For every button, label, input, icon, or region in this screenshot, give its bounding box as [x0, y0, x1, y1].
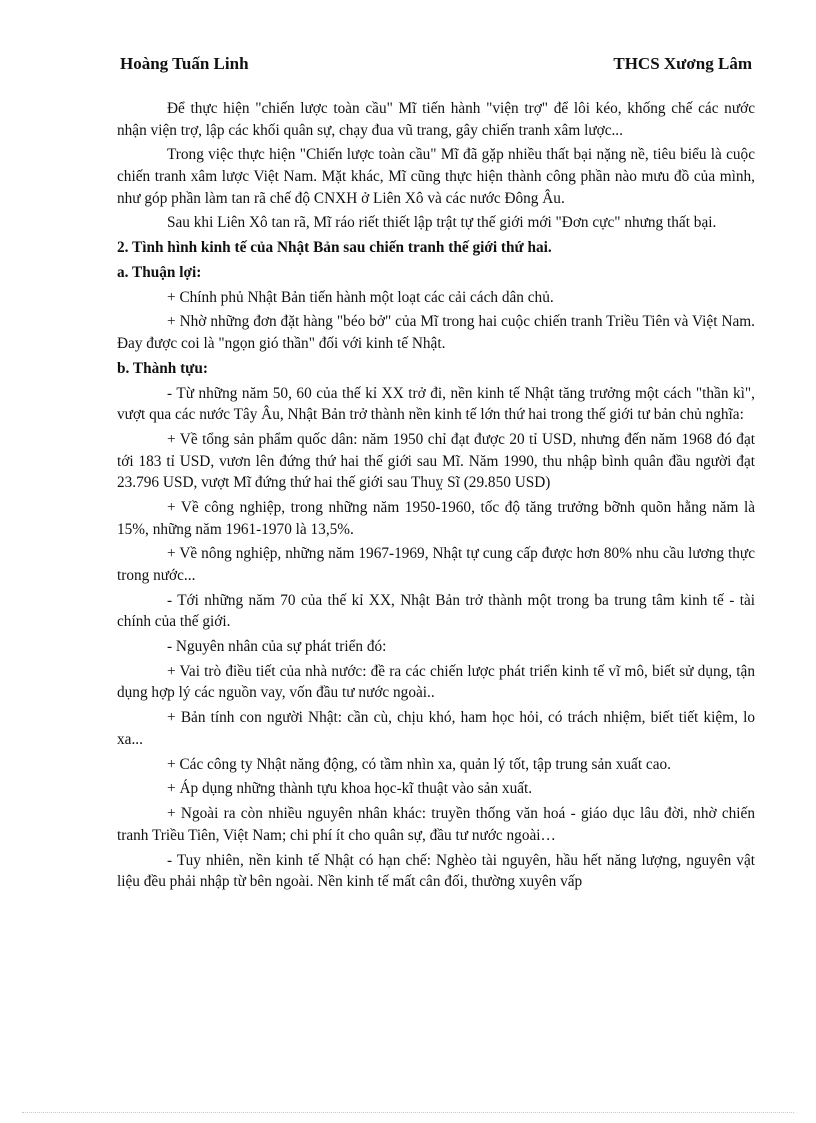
school-name: THCS Xương Lâm: [613, 54, 752, 73]
paragraph: Trong việc thực hiện "Chiến lược toàn cầu" Mĩ đã gặp nhiều thất bại nặng nề, tiêu biểu là cuộc chiến tranh xâm lược Việt Nam. Mặt khác, Mĩ cũng thực hiện thành công phần nào mưu đồ của mình, như góp phần làm tan rã chế độ CNXH ở Liên Xô và các nước Đông Âu.: [117, 146, 755, 207]
paragraph: + Áp dụng những thành tựu khoa học-kĩ thuật vào sản xuất.: [167, 780, 533, 798]
paragraph: - Nguyên nhân của sự phát triển đó:: [167, 638, 387, 656]
paragraph: + Chính phủ Nhật Bản tiến hành một loạt các cải cách dân chủ.: [167, 288, 554, 306]
paragraph: + Các công ty Nhật năng động, có tầm nhìn xa, quản lý tốt, tập trung sản xuất cao.: [167, 755, 671, 773]
paragraph: - Từ những năm 50, 60 của thế kỉ XX trở đi, nền kinh tế Nhật tăng trưởng một cách "thần kì", vượt qua các nước Tây Âu, Nhật Bản trở thành nền kinh tế lớn thứ hai trong thế giới tư bản chủ nghĩa:: [117, 384, 755, 424]
paragraph: + Về nông nghiệp, những năm 1967-1969, Nhật tự cung cấp được hơn 80% nhu cầu lương thực trong nước...: [117, 545, 755, 584]
paragraph: + Vai trò điều tiết của nhà nước: đề ra các chiến lược phát triển kinh tế vĩ mô, biết sử dụng, tận dụng hợp lý các nguồn vay, vốn đầu tư nước ngoài..: [117, 662, 755, 702]
paragraph: + Bản tính con người Nhật: cần cù, chịu khó, ham học hỏi, có trách nhiệm, biết tiết kiệm, lo xa...: [117, 709, 755, 748]
author-name: Hoàng Tuấn Linh: [120, 54, 249, 73]
section-heading: 2. Tình hình kinh tế của Nhật Bản sau chiến tranh thế giới thứ hai.: [117, 239, 552, 257]
paragraph: Để thực hiện "chiến lược toàn cầu" Mĩ tiến hành "viện trợ" để lôi kéo, khống chế các nước nhận viện trợ, lập các khối quân sự, chạy đua vũ trang, gây chiến tranh xâm lược...: [117, 100, 755, 139]
paragraph: Sau khi Liên Xô tan rã, Mĩ ráo riết thiết lập trật tự thế giới mới "Đơn cực" nhưng thất bại.: [167, 214, 717, 232]
page-bottom-divider: [22, 1112, 794, 1113]
paragraph: + Nhờ những đơn đặt hàng "béo bở" của Mĩ trong hai cuộc chiến tranh Triều Tiên và Việt Nam. Đay được coi là "ngọn gió thần" đối với kinh tế Nhật.: [117, 313, 755, 353]
paragraph: + Về tổng sản phẩm quốc dân: năm 1950 chỉ đạt được 20 tỉ USD, nhưng đến năm 1968 đó đạt tới 183 tỉ USD, vươn lên đứng thứ hai thế giới sau Mĩ. Năm 1990, thu nhập bình quân đầu người đạt 23.796 USD, vượt Mĩ đứng thứ hai thế giới sau Thuỵ Sĩ (29.850 USD): [117, 431, 755, 492]
subsection-heading: b. Thành tựu:: [117, 359, 208, 377]
paragraph: + Ngoài ra còn nhiều nguyên nhân khác: truyền thống văn hoá - giáo dục lâu đời, nhờ chiến tranh Triều Tiên, Việt Nam; chi phí ít cho quân sự, đầu tư nước ngoài…: [117, 805, 755, 844]
page-header: [120, 54, 752, 74]
document-body: [117, 98, 755, 896]
paragraph: - Tới những năm 70 của thế kỉ XX, Nhật Bản trở thành một trong ba trung tâm kinh tế - tài chính của thế giới.: [117, 591, 755, 631]
paragraph: - Tuy nhiên, nền kinh tế Nhật có hạn chế: Nghèo tài nguyên, hầu hết năng lượng, nguyên vật liệu đều phải nhập từ bên ngoài. Nền kinh tế mất cân đối, thường xuyên vấp: [117, 851, 755, 891]
paragraph: + Về công nghiệp, trong những năm 1950-1960, tốc độ tăng trưởng bỡnh quõn hằng năm là 15%, những năm 1961-1970 là 13,5%.: [117, 498, 755, 538]
subsection-heading: a. Thuận lợi:: [117, 263, 202, 281]
